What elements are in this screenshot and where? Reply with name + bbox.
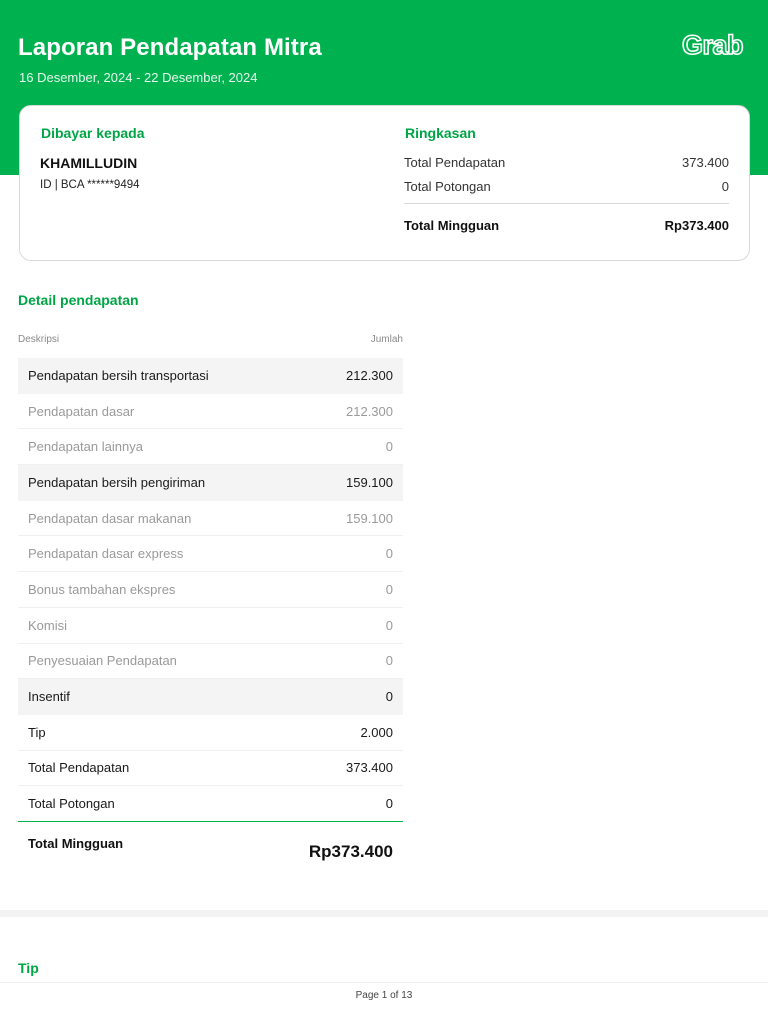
footer-divider <box>0 982 768 983</box>
summary-total-value: Rp373.400 <box>664 218 729 233</box>
row-value: 0 <box>385 581 393 597</box>
table-row-weekly-total <box>18 822 403 870</box>
column-description: Deskripsi <box>18 334 60 345</box>
table-row <box>18 394 403 430</box>
row-label: Pendapatan bersih transportasi <box>28 367 209 383</box>
detail-heading: Detail pendapatan <box>18 292 139 308</box>
row-value: 373.400 <box>346 760 393 776</box>
summary-row-total-earnings <box>404 155 729 170</box>
summary-row-label: Total Potongan <box>404 179 491 194</box>
payee-heading: Dibayar kepada <box>41 125 145 141</box>
table-row <box>18 644 403 680</box>
report-title: Laporan Pendapatan Mitra <box>18 34 322 61</box>
row-value: 159.100 <box>346 510 393 526</box>
table-row <box>18 715 403 751</box>
payee-account: ID | BCA ******9494 <box>40 179 140 191</box>
row-label: Penyesuaian Pendapatan <box>28 653 177 669</box>
section-divider <box>0 910 768 917</box>
table-row <box>18 501 403 537</box>
tip-section-heading: Tip <box>18 960 39 976</box>
page-number: Page 1 of 13 <box>355 990 413 1001</box>
row-value: 0 <box>385 689 393 705</box>
weekly-total-label: Total Mingguan <box>28 835 124 851</box>
table-row <box>18 536 403 572</box>
row-value: 212.300 <box>346 367 393 383</box>
payee-name: KHAMILLUDIN <box>40 155 138 171</box>
row-value: 0 <box>385 439 393 455</box>
row-label: Pendapatan lainnya <box>28 439 143 455</box>
summary-heading: Ringkasan <box>405 125 476 141</box>
column-amount: Jumlah <box>370 334 403 345</box>
table-row <box>18 679 403 715</box>
row-label: Bonus tambahan ekspres <box>28 581 176 597</box>
row-label: Pendapatan dasar makanan <box>28 510 192 526</box>
row-label: Pendapatan bersih pengiriman <box>28 474 206 490</box>
summary-row-label: Total Pendapatan <box>404 155 506 170</box>
table-row <box>18 572 403 608</box>
row-label: Insentif <box>28 689 70 705</box>
row-value: 2.000 <box>360 724 393 740</box>
table-row <box>18 429 403 465</box>
table-row <box>18 358 403 394</box>
table-row <box>18 465 403 501</box>
row-label: Total Pendapatan <box>28 760 130 776</box>
row-value: 0 <box>385 796 393 812</box>
row-value: 159.100 <box>346 474 393 490</box>
table-body <box>18 358 403 822</box>
summary-row-value: 373.400 <box>682 155 729 170</box>
summary-total-label: Total Mingguan <box>404 218 500 233</box>
row-value: 0 <box>385 653 393 669</box>
table-row <box>18 786 403 822</box>
row-label: Tip <box>28 724 46 740</box>
row-value: 212.300 <box>346 403 393 419</box>
row-label: Pendapatan dasar <box>28 403 135 419</box>
summary-card <box>19 105 750 261</box>
summary-row-weekly-total <box>404 218 729 233</box>
grab-logo: Grab <box>682 30 744 60</box>
table-row <box>18 751 403 787</box>
row-label: Komisi <box>28 617 68 633</box>
summary-divider <box>404 203 729 204</box>
summary-row-value: 0 <box>721 179 729 194</box>
row-value: 0 <box>385 546 393 562</box>
summary-row-total-deductions <box>404 179 729 194</box>
row-value: 0 <box>385 617 393 633</box>
weekly-total-value: Rp373.400 <box>308 841 393 861</box>
table-row <box>18 608 403 644</box>
table-column-header <box>18 330 403 358</box>
row-label: Pendapatan dasar express <box>28 546 184 562</box>
earnings-detail-table <box>18 330 403 870</box>
report-period: 16 Desember, 2024 - 22 Desember, 2024 <box>19 70 258 85</box>
row-label: Total Potongan <box>28 796 115 812</box>
